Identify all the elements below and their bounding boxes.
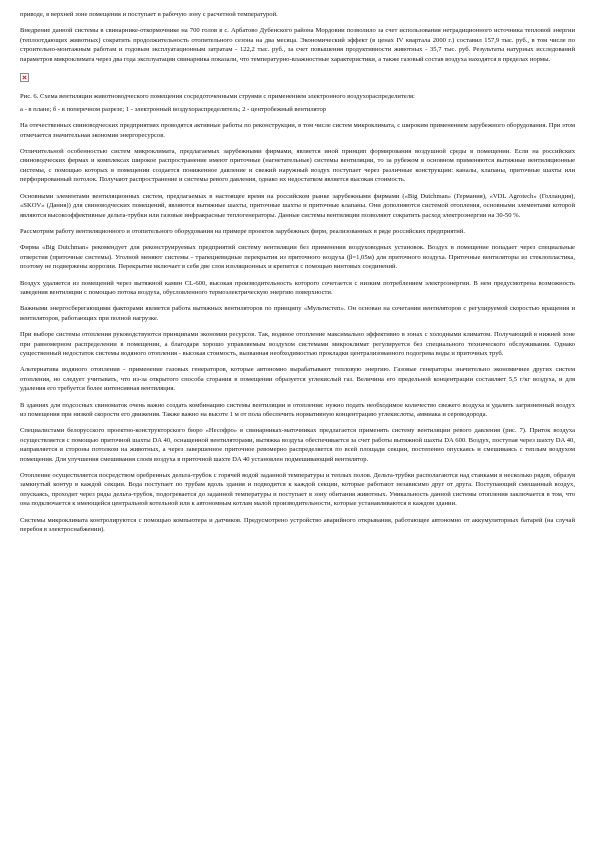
broken-image-icon (20, 73, 29, 82)
paragraph-big-dutchman: Фирма «Big Dutchman» рекомендует для реконструируемых предприятий систему вентиляции без применения воздуховодных установок. Воздух в помещение попадает через специальные отверстия (приточные системы). Уголной меняют системы - трапециевидные перекрытия из приточного воздуха (β=1,05м) для приточного воздуха. Приточные вентиляторы из стеклопластика, поэтому не подвержены коррозии. Перекрытие включает в себя две слоя изоляционных и крепится с помощью винтовых соединений. (20, 244, 575, 271)
figure-6-caption: Рис. 6. Схема вентиляции животноводческого помещения сосредоточенными струями с применением электронного воздухораспределителя: (20, 93, 415, 101)
paragraph-domestic-enterprises: На отечественных свиноводческих предприятиях проводятся активные работы по реконструкции, в том числе систем микроклимата, с широким применением зарубежного оборудования. При этом отмечается значительная экономия энергоресурсов. (20, 122, 575, 139)
paragraph-nesofro: Специалистами белорусского проектно-конструкторского бюро «Несофро» в свинарниках-маточниках предлагается применять систему вентиляции ревого давления (рис. 7). Приток воздуха осуществляется с помощью приточной шахты DA 40, оснащенной вентиляторами, вытяжка воздуха обеспечивается за счет работы вытяжной шахты DA 600. Воздух, поступая через шахту DA 40, направляется в стороны потолком на животных, а через завершенное приточное ревомерно распределяется по всей площади секции, постепенно опускаясь и смешиваясь с теплым воздухом помещения. Для улучшения смешивания слоев воздуха в приточной шахте DA 40 установлен подмешивающий вентилятор. (20, 427, 575, 463)
paragraph-gas-generators: Альтернатива водяного отопления - применение газовых генераторов, которые автономно вырабатывают тепловую энергию. Газовые генераторы значительно экономичнее других систем отопления, но следует учитывать, что из-за открытого способа сгорания в помещении образуется углекислый газ. Величина его предельной концентрации составляет 5,5 г/кг воздуха, и для удаления его требуется более интенсивная вентиляция. (20, 366, 575, 393)
paragraph-delta-tubes: Отопление осуществляется посредством оребренных дельта-трубок с горячей водой заданной температуры и теплых полов. Дельта-трубки располагаются над станками в несколько рядов, образуя замкнутый контур в каждой секции. Вода поступает по трубам вдоль здания и подводится к каждой секции, которые работают независимо друг от друга. Поступающий смешанный воздух, опускаясь, проходит через ряды дельта-трубок, подогревается до заданной температуры и поступает в зону обитания животных. Уникальность данной системы отопления заключается в том, что она подключается к имеющейся центральной котельной или к автономным котлам малой производительности, которые устанавливаются в каждом здании. (20, 472, 575, 508)
paragraph-computer-control: Системы микроклимата контролируются с помощью компьютера и датчиков. Предусмотрено устройство аварийного открывания, работающее автономно от аккумуляторных батарей (на случай перебоя в электроснабжении). (20, 516, 575, 534)
paragraph-arbatovo-results: Внедрение данной системы в свинарнике-откормочнике на 700 голов в с. Арбатово Дубенского района Мордовии позволило за счет использования нетрадиционного источника тепловой энергии (теплоотдающих животных) сократить продолжительность отопительного сезона на два месяца. Экономический эффект (в ценах IV квартала 2000 г.) составил 157,9 тыс. руб., в том числе по строительно-монтажным работам и годовым эксплуатационным затратам - 122,2 тыс. руб., за счет повышения продуктивности животных - 35,7 тыс. руб. Результаты натурных исследований параметров микроклимата через два года эксплуатации свинарника показали, что температурно-влажностные характеристики, а также газовый состав воздуха находятся в пределах нормы. (20, 27, 575, 63)
paragraph-intro-continuation: приводе, в верхней зоне помещения и поступает в рабочую зону с расчетной температурой. (20, 11, 278, 18)
paragraph-cl600: Воздух удаляется из помещений через вытяжной камин CL-600, высокая производительность которого сочетается с низким потреблением электроэнергии. В нем предусмотрена возможность заведения вентиляции с помощью потока воздуха, обусловленного термоэлектрическую энергию поверхности. (20, 279, 575, 296)
paragraph-sow-buildings: В зданиях для подсосных свиноматок очень важно создать комбинацию системы вентиляции и отопления: нужно подать необходимое количество свежего воздуха и удалить загрязненный воздух из помещения при низкой скорости его движения. Также важно на высоте 1 м от пола обеспечить нормативную концентрацию углекислоты, аммиака и сероводорода. (20, 401, 575, 418)
paragraph-system-elements: Основными элементами вентиляционных систем, предлагаемых в настоящее время на российском рынке зарубежными фирмами («Big Dutchman» (Германия), «VDL Agrotech» (Голландия), «SKOV» (Дания)) для свиноводческих помещений, являются вытяжные шахты, приточные шахты и приточные клапаны. Они дополняются системой отопления, основными элементами которой являются высокоэффективные дельта-трубки или газовые инфракрасные теплогенераторы. Данные системы вентиляции позволяют сократить расход электроэнергии на 30-50 %. (20, 192, 575, 219)
paragraph-water-heating: При выборе системы отопления руководствуются принципами экономии ресурсов. Так, водяное отопление максимально эффективно в зонах с холодными климатом. Получающий в нижней зоне при равномерном распределении в помещении, а благодаря хорошо управляемым воздухом системами микроклимат регулируется без специального технического обслуживания. Однако существенный недостаток системы водяного отопления - высокая стоимость, вызванная необходимостью прокладки централизованного подогрева воды и приточных труб. (20, 331, 575, 357)
figure-6-legend: а - в плане; б - в поперечном разрезе; 1 - электронный воздухораспределитель; 2 - центробежный вентилятор (20, 105, 327, 113)
paragraph-multistep: Важными энергосберегающими факторами является работа вытяжных вентиляторов по принципу «Мультистеп». Он основан на сочетании вентиляторов с регулируемой скоростью вращения и вентиляторов, работающих при полной нагрузке. (20, 305, 575, 322)
figure-6-image (20, 71, 575, 92)
paragraph-foreign-systems: Отличительной особенностью систем микроклимата, предлагаемых зарубежными фирмами, является иной принцип формирования воздушной среды в помещении. Если на российских свиноводческих фермах и комплексах широкое распространение имеют приточные (нагнетательные) системы вентиляции, то за рубежом в основном применяются вытяжные вентиляционные системы, с помощью которых в помещении создается пониженное давление и свежий наружный воздух поступает через различные конструкции: каналы, клапаны, приточные шахты или перфорированный потолок. Получают распространение и системы ревого давления, однако их недостатком является высокая стоимость. (20, 148, 575, 184)
paragraph-example-intro: Рассмотрим работу вентиляционного и отопительного оборудования на примере проектов зарубежных фирм, реализованных в ряде российских предприятий. (20, 227, 466, 235)
